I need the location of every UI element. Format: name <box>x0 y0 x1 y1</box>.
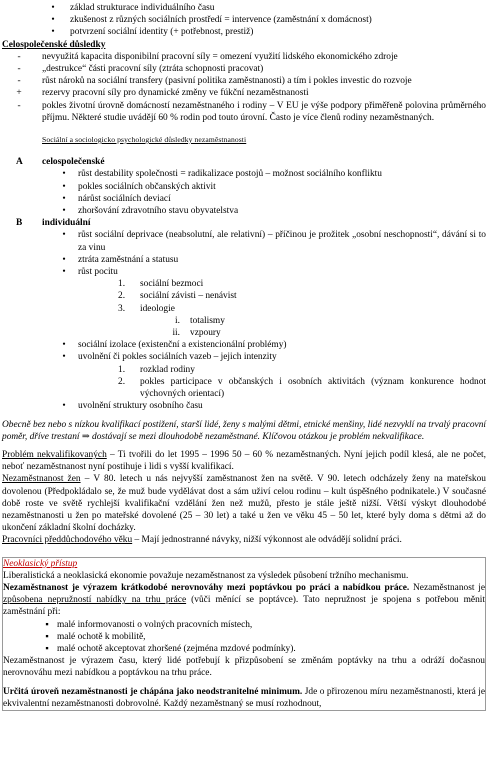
list-item: • ztráta zaměstnání a statusu <box>60 254 486 266</box>
list-item: • uvolnění či pokles sociálních vazeb – jejich intenzity <box>60 351 486 363</box>
list-item: 2. sociální závisti – nenávist <box>118 291 237 302</box>
bullet-icon: • <box>62 169 66 180</box>
list-item: - „destrukce“ části pracovní síly (ztráta schopnosti pracovat) <box>17 64 264 75</box>
neoclassical-title: Neoklasický přístup <box>3 558 78 569</box>
italic-paragraph: Obecně bez nebo s nízkou kvalifikací postižení, starší lidé, ženy s malými dětmi, etnické menšiny, lidé nezvyklí na trvalý pracovní poměr, dříve trestaní ⇒ dostávají se mezi dlouhodobě nezaměstnané. Klíčovou otázkou je problém nekvalifikace. <box>2 419 486 442</box>
top-bullet-list <box>2 2 486 39</box>
list-item: • růst sociální deprivace (neabsolutní, ale relativní) – příčinou je prožitek „osobní neschopnosti“, dávání si to za vinu <box>60 229 486 253</box>
list-item: ▪ malé ochotě akceptovat zhoršené (zejména mzdové podmínky). <box>43 643 485 655</box>
list-item: + rezervy pracovní síly pro dynamické změny ve fúkční nezaměstnanosti <box>16 88 309 99</box>
bullet-icon: • <box>51 15 55 26</box>
bullet-icon: • <box>62 401 66 412</box>
list-item: - pokles životní úrovně domácností nezaměstnaného i rodiny – V EU je výše podpory přiměřeně polovina průměrného příjmu. Některé studie uvádějí 60 % rodin pod touto úrovní. Často je více členů rodiny nezaměstnaných. <box>17 100 486 123</box>
list-item: • sociální izolace (existenční a existencionální problémy) <box>60 339 486 351</box>
list-item: • zhoršování zdravotního stavu obyvatelstva <box>60 205 486 217</box>
bullet-icon: • <box>62 254 66 265</box>
list-item: • pokles sociálních občanských aktivit <box>60 181 486 193</box>
list-item: • uvolnění struktury osobního času <box>60 400 486 412</box>
list-item: - nevyužitá kapacita disponibilní pracovní síly = omezení využití lidského ekonomického zdroje <box>17 51 398 62</box>
list-item: ii. vzpoury <box>172 328 221 339</box>
list-item: 1. rozklad rodiny <box>118 364 195 375</box>
list-item: ▪ malé ochotě k mobilitě, <box>43 631 485 643</box>
bullet-icon: • <box>62 193 66 204</box>
list-item: • růst pocitu <box>60 266 486 278</box>
paragraph-zeny: Nezaměstnanost žen – V 80. letech u nás nejvyšší zaměstnanost žen na světě. V 90. letech odcházely ženy na mateřskou dovolenou (Předpokládalo se, že muž bude vydělávat dost a sám uživí celou rodinu – kult úspěšného podnikatele.) V současné době roste ve světě rychlejší kvalifikační vzdělání žen než mužů, přesto je stále ještě nižší. Větší výskyt dlouhodobé nezaměstnanosti u žen po mateřské dovolené (25 – 30 let) a také u žen ve věku 45 – 50 let, které byly doma s dětmi až do ukončení základní školní docházky. <box>2 474 486 534</box>
list-item: • potvrzení sociální identity (+ potřebnost, prestiž) <box>46 26 486 38</box>
paragraph-preduchodovy: Pracovníci předdůchodového věku – Mají jednostranné návyky, nižší výkonnost ale odvádějí solidní práci. <box>2 535 402 546</box>
bullet-icon: • <box>62 181 66 192</box>
bullet-icon: ▪ <box>45 643 49 654</box>
ideologie-sublist <box>118 315 486 339</box>
bullet-icon: • <box>62 267 66 278</box>
group-a-list <box>2 168 486 217</box>
neoclassical-paragraph: Nezaměstnanost je výrazem krátkodobé nerovnováhy mezi poptávkou po práci a nabídkou práce. Nezaměstnanost je způsobena nepružností nabídky na trhu práce (vůči měnící se poptávce). Tato nepružnost je spojena s potřebou měnit zaměstnání při: <box>3 582 485 618</box>
list-item: • základ strukturace individuálního času <box>46 2 486 14</box>
bullet-icon: • <box>62 340 66 351</box>
group-a-heading: A celospolečenské <box>16 157 105 168</box>
list-item: • růst destability společnosti = radikalizace postojů – možnost sociálního konfliktu <box>60 168 486 180</box>
list-item: 1. sociální bezmoci <box>118 279 204 290</box>
document-body <box>2 2 486 711</box>
paragraph-nekvalifikovani: Problém nekvalifikovaných – Ti tvořili do let 1995 – 1996 50 – 60 % nezaměstnaných. Nyní jejich podíl klesá, ale ne počet, neboť nezaměstnanost nyní postihuje i lidi s vyšší kvalifikací. <box>2 449 486 473</box>
section-heading: Celospolečenské důsledky <box>2 39 106 50</box>
bullet-icon: ▪ <box>45 631 49 642</box>
neoclassical-box <box>2 557 486 711</box>
vazby-sublist <box>60 364 486 401</box>
list-item: i. totalismy <box>175 315 225 326</box>
neoclassical-paragraph: Liberalistická a neoklasická ekonomie považuje nezaměstnanost za výsledek působení tržního mechanismu. <box>3 570 409 581</box>
group-b-list <box>2 229 486 412</box>
list-item: • zkušenost z různých sociálních prostředí = intervence (zaměstnání x domácnost) <box>46 14 486 26</box>
section-title: Sociální a sociologicko psychologické důsledky nezaměstnanosti <box>42 135 247 145</box>
bullet-icon: ▪ <box>45 619 49 630</box>
list-item: ▪ malé informovanosti o volných pracovních místech, <box>43 619 485 631</box>
bullet-icon: • <box>62 206 66 217</box>
pocitu-sublist <box>60 278 486 339</box>
list-item: • nárůst sociálních deviací <box>60 193 486 205</box>
bullet-icon: • <box>62 230 66 241</box>
bullet-icon: • <box>51 3 55 13</box>
neoclassical-paragraph: Určitá úroveň nezaměstnanosti je chápána jako neodstranitelné minimum. Jde o přirozenou míru nezaměstnanosti, která je ekvivalentní nezaměstnanosti dobrovolné. Každý nezaměstnaný se musí rozhodnout, <box>3 686 485 709</box>
list-item: 3. ideologie <box>118 303 175 314</box>
celo-list <box>2 51 486 124</box>
bullet-icon: • <box>51 27 55 38</box>
list-item: 2. pokles participace v občanských i osobních aktivitách (význam konkurence hodnot výchovných orientací) <box>118 376 486 400</box>
neoclassical-paragraph: Nezaměstnanost je výrazem času, který lidé potřebují k přizpůsobení se změnám poptávky na trhu a odráží dočasnou nerovnováhu mezi nabídkou a poptávkou na trhu práce. <box>3 656 485 679</box>
bullet-icon: • <box>62 352 66 363</box>
group-b-heading: B individuální <box>16 218 91 229</box>
neoclassical-list <box>3 619 485 656</box>
list-item: - růst nároků na sociální transfery (pasivní politika zaměstnanosti) a tím i pokles investic do rozvoje <box>17 76 412 87</box>
